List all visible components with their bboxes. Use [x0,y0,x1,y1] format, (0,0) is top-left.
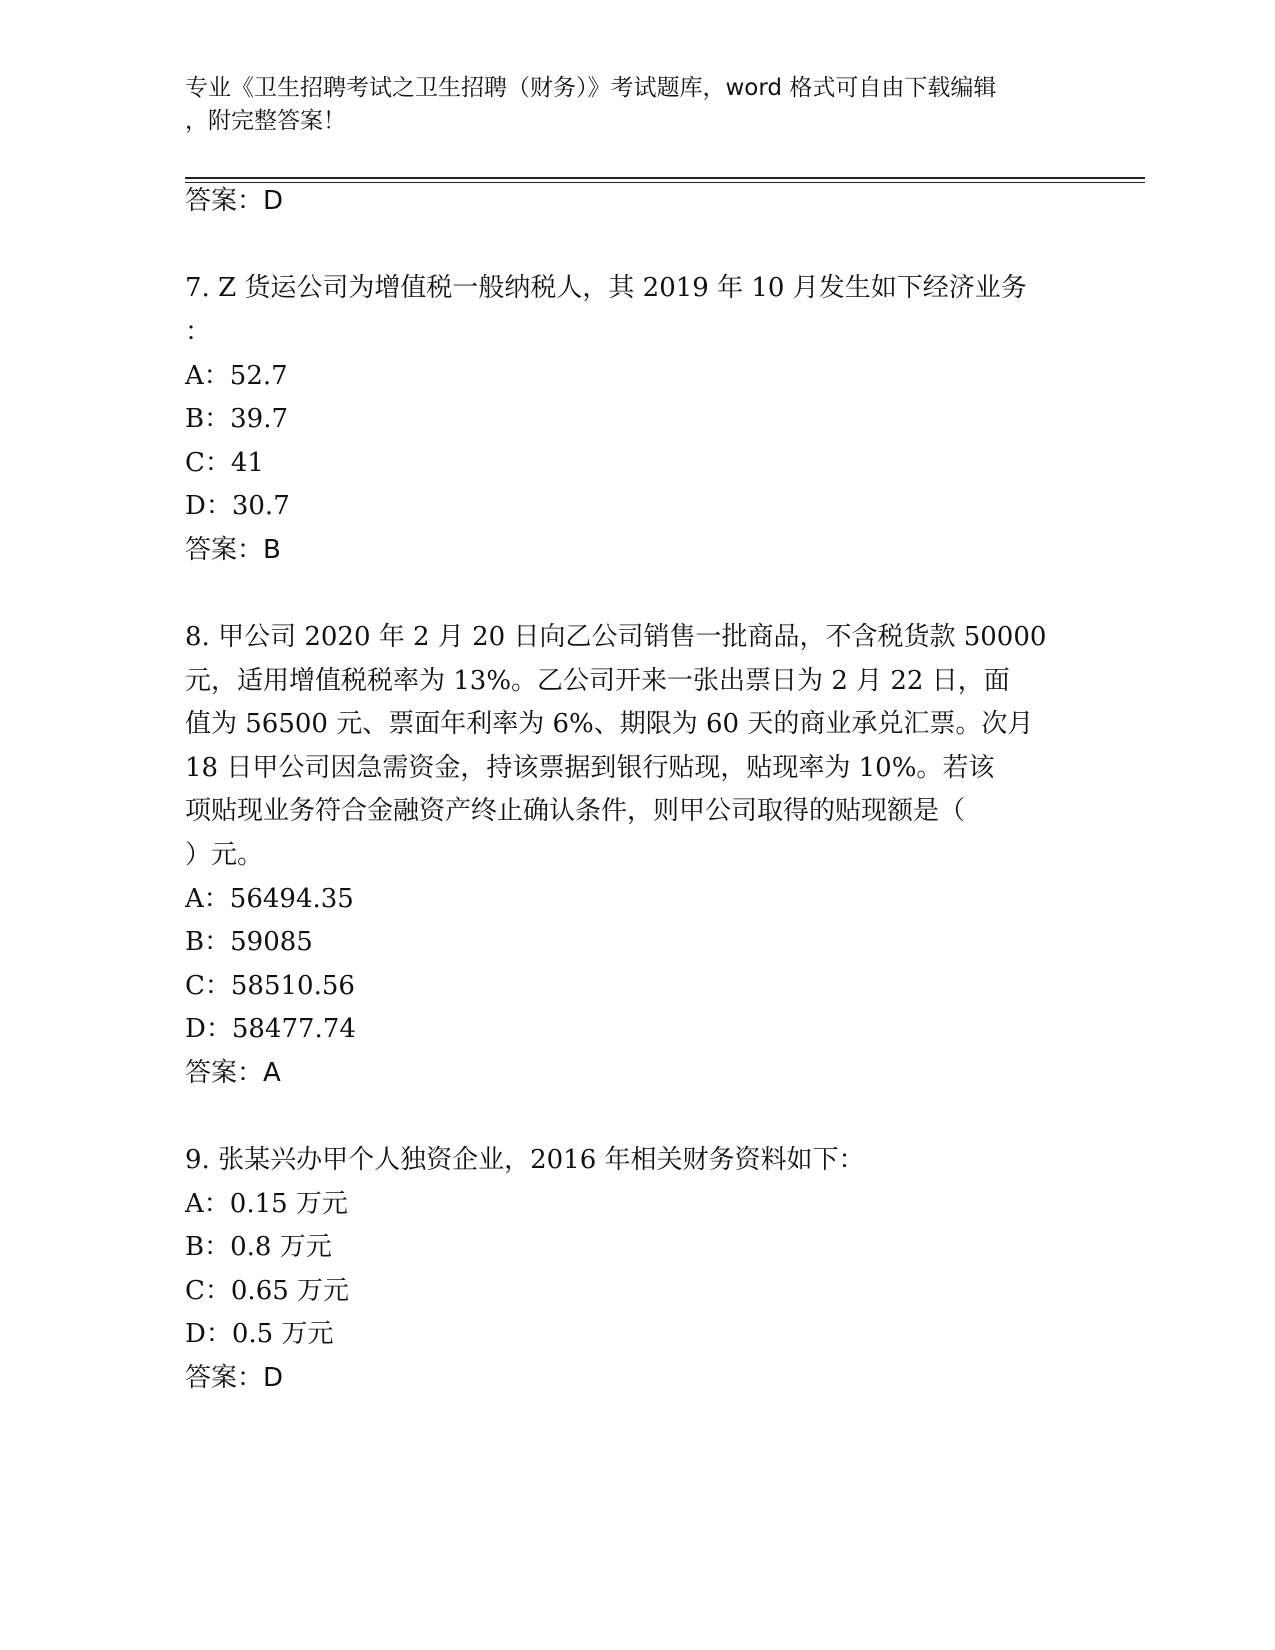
question-8-option-a: A：56494.35 [185,884,354,914]
question-8-option-d: D：58477.74 [185,1014,356,1044]
header-line-1: 专业《卫生招聘考试之卫生招聘（财务）》考试题库，word 格式可自由下载编辑 [185,75,997,101]
question-7-option-b: B：39.7 [185,404,288,434]
question-8-line-3: 值为 56500 元、票面年利率为 6%、期限为 60 天的商业承兑汇票。次月 [185,709,1034,739]
previous-answer: 答案：D [185,186,284,216]
question-7-option-d: D：30.7 [185,491,290,521]
question-9-option-c: C：0.65 万元 [185,1276,350,1306]
question-8-line-2: 元，适用增值税税率为 13%。乙公司开来一张出票日为 2 月 22 日，面 [185,666,1010,696]
question-9-answer: 答案：D [185,1363,284,1393]
question-9-option-d: D：0.5 万元 [185,1319,334,1349]
question-8-line-6: ）元。 [185,840,264,870]
question-7-answer: 答案：B [185,535,281,565]
question-8-option-b: B：59085 [185,927,313,957]
header-line-2: ，附完整答案！ [185,108,346,134]
question-8-line-5: 项贴现业务符合金融资产终止确认条件，则甲公司取得的贴现额是（ [185,796,966,826]
header-divider-thin [185,182,1145,183]
header-divider-thick [185,177,1145,179]
question-8-line-1: 8. 甲公司 2020 年 2 月 20 日向乙公司销售一批商品，不含税货款 50000 [185,622,1047,652]
question-9-line-1: 9. 张某兴办甲个人独资企业，2016 年相关财务资料如下： [185,1145,865,1175]
question-7-line-1: 7. Z 货运公司为增值税一般纳税人，其 2019 年 10 月发生如下经济业务 [185,273,1027,303]
question-7-option-a: A：52.7 [185,361,288,391]
question-7-line-2: ： [185,317,212,347]
page-header [185,72,1065,138]
question-8-line-4: 18 日甲公司因急需资金，持该票据到银行贴现，贴现率为 10%。若该 [185,753,995,783]
question-9-option-b: B：0.8 万元 [185,1232,332,1262]
question-8-answer: 答案：A [185,1058,281,1088]
question-9-option-a: A：0.15 万元 [185,1189,348,1219]
question-8-option-c: C：58510.56 [185,971,355,1001]
question-7-option-c: C：41 [185,448,264,478]
